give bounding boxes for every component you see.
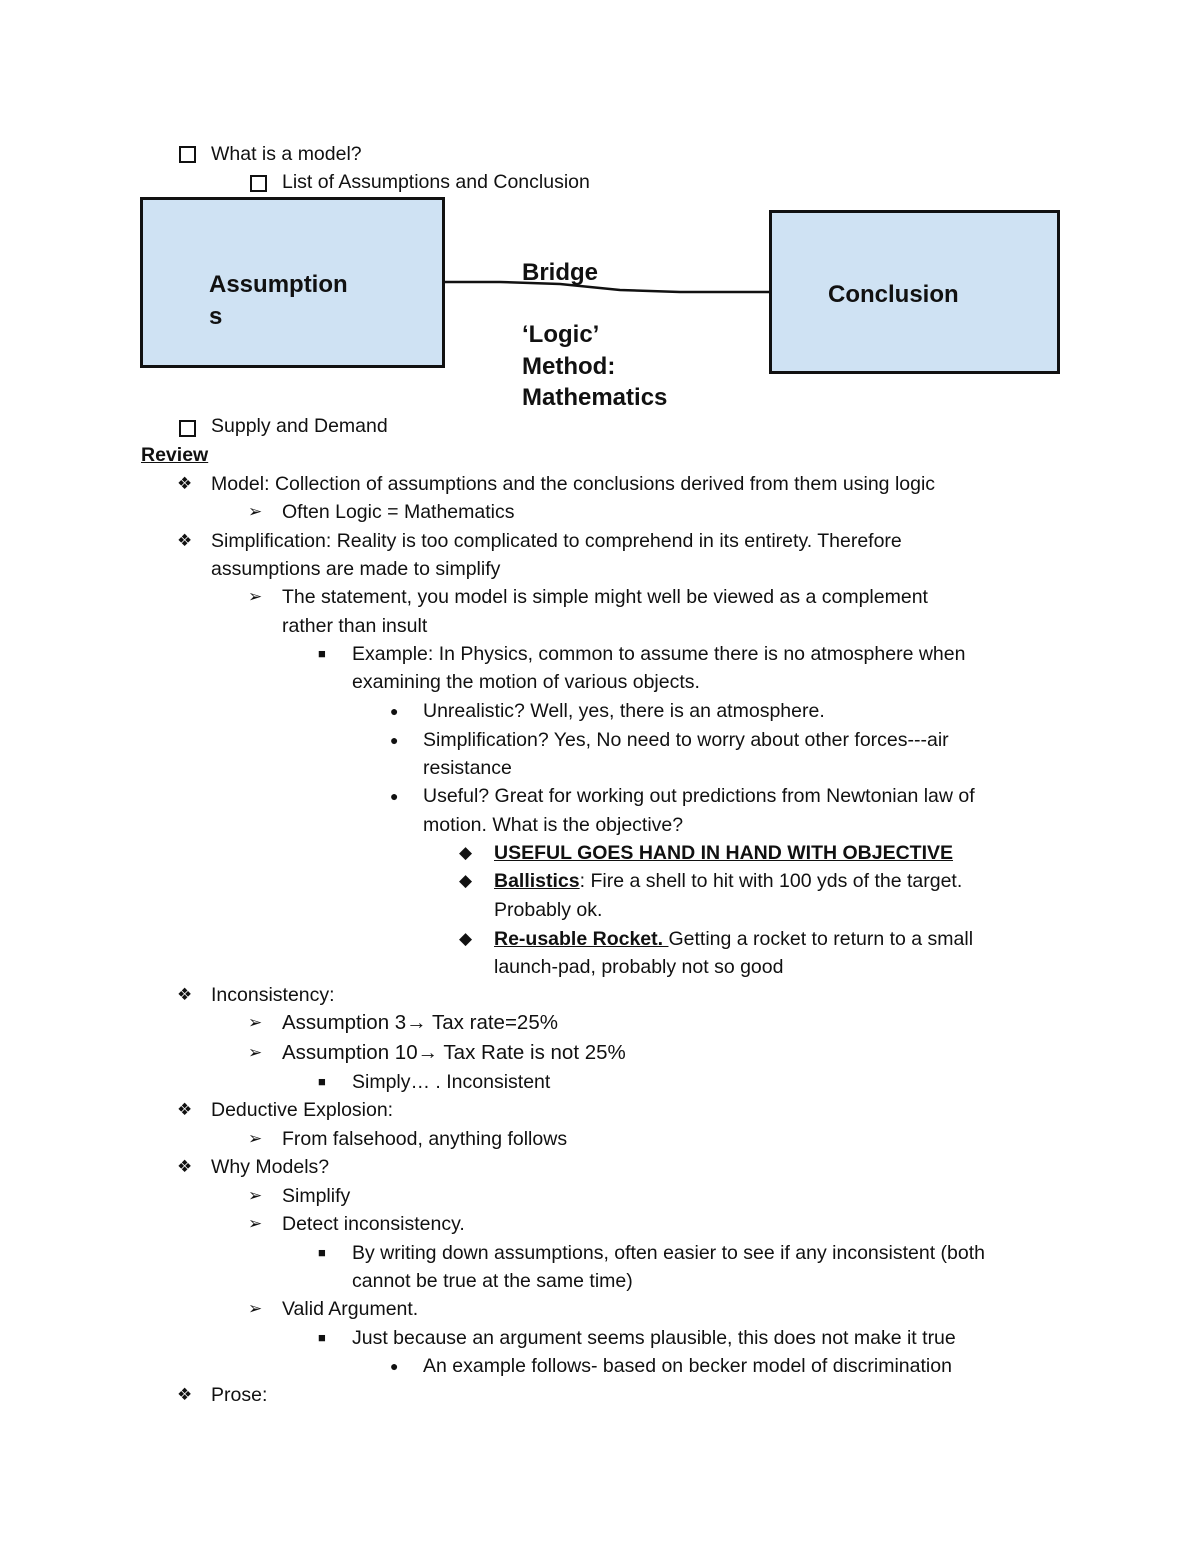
arrowhead-bullet-icon: ➢ <box>248 587 263 606</box>
arrowhead-bullet-icon: ➢ <box>248 1013 263 1032</box>
review-just-because: Just because an argument seems plausible, this does not make it true <box>352 1327 956 1349</box>
rocket-text: Getting a rocket to return to a small <box>668 928 974 950</box>
square-bullet-icon: ■ <box>318 646 326 661</box>
review-example-line2: examining the motion of various objects. <box>352 671 700 693</box>
arrowhead-bullet-icon: ➢ <box>248 1214 263 1233</box>
review-statement-line2: rather than insult <box>282 615 428 637</box>
rocket-label: Re-usable Rocket. <box>494 928 669 950</box>
assumptions-box-label-line1: Assumption <box>209 271 348 298</box>
review-ballistics-line1 <box>494 869 962 893</box>
method-label: Method: <box>522 353 616 380</box>
review-useful-line2: motion. What is the objective? <box>423 814 684 836</box>
assumptions-box-label-line2: s <box>209 303 223 330</box>
review-useful-objective: USEFUL GOES HAND IN HAND WITH OBJECTIVE <box>494 842 954 864</box>
review-assumption-10: Assumption 10→ Tax Rate is not 25% <box>282 1041 626 1064</box>
dot-bullet-icon: ● <box>390 1358 399 1374</box>
arrowhead-bullet-icon: ➢ <box>248 1129 263 1148</box>
outline-item-list-assumptions: List of Assumptions and Conclusion <box>282 171 590 193</box>
arrowhead-bullet-icon: ➢ <box>248 502 263 521</box>
review-simplification-q-line1: Simplification? Yes, No need to worry about other forces---air <box>423 729 949 751</box>
square-bullet-icon: ■ <box>318 1330 326 1345</box>
review-useful-line1: Useful? Great for working out predictions from Newtonian law of <box>423 785 975 807</box>
diamond-bullet-icon: ◆ <box>459 843 473 862</box>
review-ballistics-line2: Probably ok. <box>494 899 603 921</box>
review-writing-line1: By writing down assumptions, often easier to see if any inconsistent (both <box>352 1242 985 1264</box>
four-diamond-bullet-icon: ❖ <box>177 531 193 550</box>
outline-item-supply-demand: Supply and Demand <box>211 415 388 437</box>
review-often-logic: Often Logic = Mathematics <box>282 501 515 523</box>
review-simplification-line1: Simplification: Reality is too complicated to comprehend in its entirety. Therefore <box>211 530 902 552</box>
review-model: Model: Collection of assumptions and the conclusions derived from them using logic <box>211 473 936 495</box>
arrowhead-bullet-icon: ➢ <box>248 1299 263 1318</box>
logic-label: ‘Logic’ <box>522 321 600 348</box>
review-simplification-line2: assumptions are made to simplify <box>211 558 501 580</box>
review-simplification-q-line2: resistance <box>423 757 512 779</box>
four-diamond-bullet-icon: ❖ <box>177 1100 193 1119</box>
assumptions-box <box>140 197 445 368</box>
review-prose: Prose: <box>211 1384 268 1406</box>
review-valid-argument: Valid Argument. <box>282 1298 419 1320</box>
outline-item-what-is-model: What is a model? <box>211 143 362 165</box>
review-simplify: Simplify <box>282 1185 351 1207</box>
dot-bullet-icon: ● <box>390 703 399 719</box>
arrowhead-bullet-icon: ➢ <box>248 1043 263 1062</box>
square-bullet-icon: ■ <box>318 1074 326 1089</box>
review-unrealistic: Unrealistic? Well, yes, there is an atmosphere. <box>423 700 825 722</box>
review-example-line1: Example: In Physics, common to assume there is no atmosphere when <box>352 643 966 665</box>
diamond-bullet-icon: ◆ <box>459 929 473 948</box>
checkbox-icon <box>179 420 196 437</box>
dot-bullet-icon: ● <box>390 788 399 804</box>
review-inconsistency: Inconsistency: <box>211 984 335 1006</box>
bridge-label: Bridge <box>522 259 599 286</box>
four-diamond-bullet-icon: ❖ <box>177 1385 193 1404</box>
review-simply-inconsistent: Simply… . Inconsistent <box>352 1071 551 1093</box>
review-heading: Review <box>141 444 209 466</box>
conclusion-box-label: Conclusion <box>828 281 959 308</box>
square-bullet-icon: ■ <box>318 1245 326 1260</box>
ballistics-text: : Fire a shell to hit with 100 yds of the target. <box>579 870 963 892</box>
review-falsehood: From falsehood, anything follows <box>282 1128 568 1150</box>
review-assumption-3: Assumption 3→ Tax rate=25% <box>282 1011 558 1034</box>
review-why-models: Why Models? <box>211 1156 330 1178</box>
review-rocket-line2: launch-pad, probably not so good <box>494 956 784 978</box>
conclusion-box <box>769 210 1060 374</box>
diamond-bullet-icon: ◆ <box>459 871 473 890</box>
review-detect: Detect inconsistency. <box>282 1213 465 1235</box>
arrowhead-bullet-icon: ➢ <box>248 1186 263 1205</box>
four-diamond-bullet-icon: ❖ <box>177 1157 193 1176</box>
review-writing-line2: cannot be true at the same time) <box>352 1270 633 1292</box>
review-statement-line1: The statement, you model is simple might well be viewed as a complement <box>282 586 928 608</box>
four-diamond-bullet-icon: ❖ <box>177 985 193 1004</box>
four-diamond-bullet-icon: ❖ <box>177 474 193 493</box>
mathematics-label: Mathematics <box>522 384 668 411</box>
review-becker: An example follows- based on becker model of discrimination <box>423 1355 952 1377</box>
review-rocket-line1 <box>494 927 973 951</box>
dot-bullet-icon: ● <box>390 732 399 748</box>
review-deductive-explosion: Deductive Explosion: <box>211 1099 394 1121</box>
ballistics-label: Ballistics <box>494 870 580 892</box>
